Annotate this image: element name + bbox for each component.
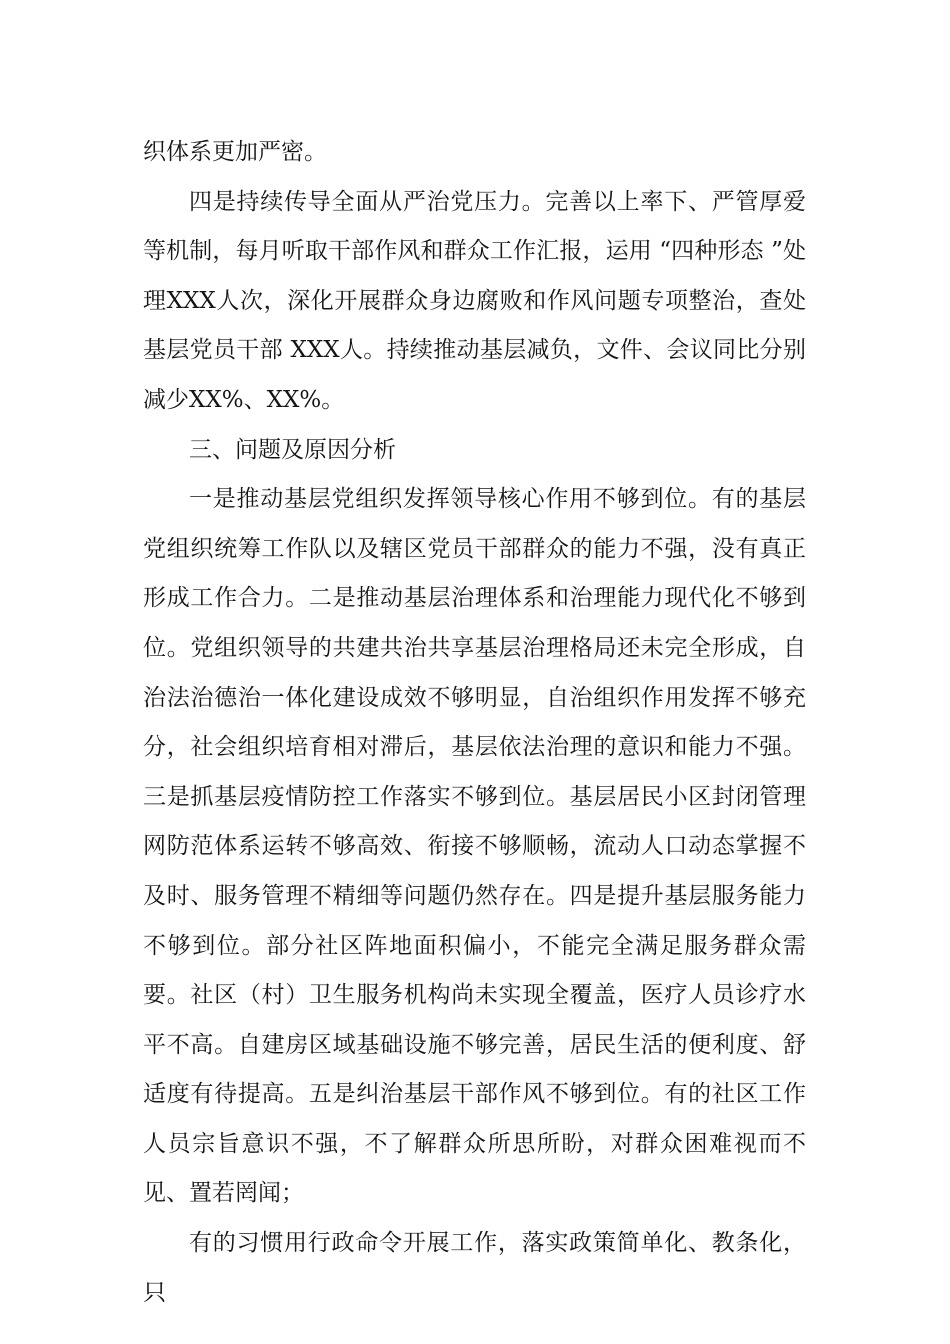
- paragraph-point-four: 四是持续传导全面从严治党压力。完善以上率下、严管厚爱等机制，每月听取干部作风和群众工作汇报，运用 “四种形态 ”处理XXX人次，深化开展群众身边腐败和作风问题专项整治，查处基层党员干部 XXX人。持续推动基层减负，文件、会议同比分别减少XX%、XX%。: [143, 188, 806, 413]
- paragraph-problems: 一是推动基层党组织发挥领导核心作用不够到位。有的基层党组织统筹工作队以及辖区党员干部群众的能力不强，没有真正形成工作合力。二是推动基层治理体系和治理能力现代化不够到位。党组织领导的共建共治共享基层治理格局还未完全形成，自治法治德治一体化建设成效不够明显，自治组织作用发挥不够充分，社会组织培育相对滞后，基层依法治理的意识和能力不强。三是抓基层疫情防控工作落实不够到位。基层居民小区封闭管理网防范体系运转不够高效、衔接不够顺畅，流动人口动态掌握不及时、服务管理不精细等问题仍然存在。四是提升基层服务能力不够到位。部分社区阵地面积偏小，不能完全满足服务群众需要。社区（村）卫生服务机构尚未实现全覆盖，医疗人员诊疗水平不高。自建房区域基础设施不够完善，居民生活的便利度、舒适度有待提高。五是纠治基层干部作风不够到位。有的社区工作人员宗旨意识不强，不了解群众所思所盼，对群众困难视而不见、置若罔闻；: [143, 486, 806, 1207]
- section-heading: 三、问题及原因分析: [189, 436, 396, 463]
- paragraph-last: 有的习惯用行政命令开展工作，落实政策简单化、教条化，只: [143, 1230, 806, 1306]
- paragraph-continuation: 织体系更加严密。: [143, 139, 327, 165]
- document-body: [143, 128, 806, 1318]
